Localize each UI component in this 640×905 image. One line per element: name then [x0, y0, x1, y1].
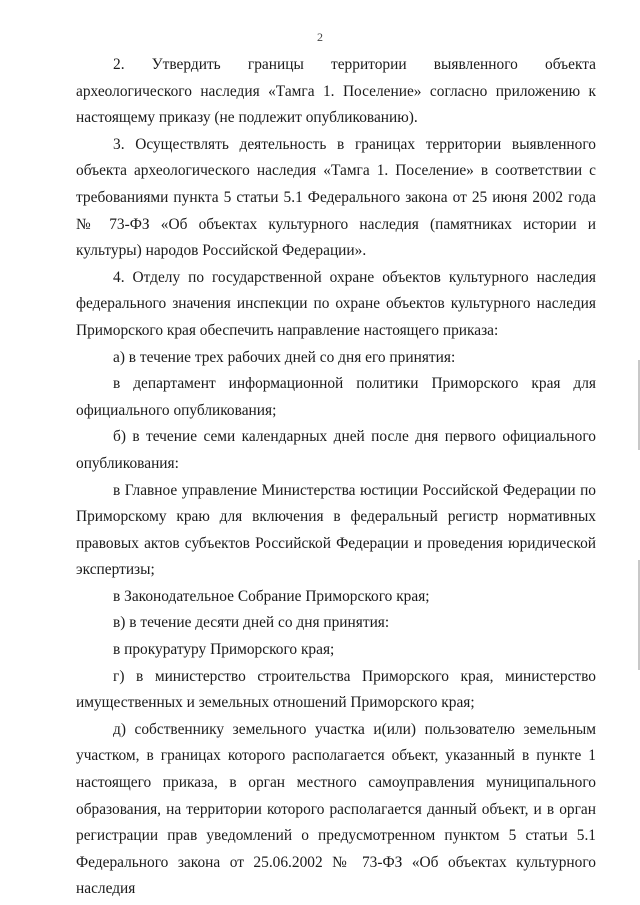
paragraph-recipient-info-policy: в департамент информационной политики Приморского края для официального опубликования;	[76, 375, 596, 419]
paragraph-item-4: 4. Отделу по государственной охране объектов культурного наследия федерального значения инспекции по охране объектов культурного наследия Приморского края обеспечить направление настоящего приказа:	[76, 268, 596, 339]
paragraph-recipient-assembly: в Законодательное Собрание Приморского края;	[113, 587, 430, 605]
paragraph-subitem-g: г) в министерство строительства Приморского края, министерство имущественных и земельных отношений Приморского края;	[76, 667, 596, 712]
paragraph-subitem-a: а) в течение трех рабочих дней со дня его принятия:	[113, 348, 456, 366]
paragraph-subitem-b: б) в течение семи календарных дней после дня первого официального опубликования:	[76, 428, 596, 472]
page-number: 2	[317, 30, 323, 44]
paragraph-subitem-v: в) в течение десяти дней со дня принятия:	[113, 614, 390, 632]
paragraph-item-3: 3. Осуществлять деятельность в границах территории выявленного объекта археологического наследия «Тамга 1. Поселение» в соответствии с требованиями пункта 5 статьи 5.1 Федерального закона от 25 июня 2002 года № 73-ФЗ «Об объектах культурного наследия (памятниках истории и культуры) народов Российской Федерации».	[76, 135, 596, 260]
paragraph-item-2: 2. Утвердить границы территории выявленного объекта археологического наследия «Тамга 1. Поселение» согласно приложению к настоящему приказу (не подлежит опубликованию).	[76, 56, 596, 127]
paragraph-recipient-prosecutor: в прокуратуру Приморского края;	[113, 641, 335, 659]
paragraph-subitem-d: д) собственнику земельного участка и(или) пользователю земельным участком, в границах которого располагается объект, указанный в пункте 1 настоящего приказа, в орган местного самоуправления муниципального образования, на территории которого располагается данный объект, и в орган регистрации прав уведомлений о предусмотренном пунктом 5 статьи 5.1 Федерального закона от 25.06.2002 № 73-ФЗ «Об объектах культурного наследия	[76, 720, 596, 898]
paragraph-recipient-justice: в Главное управление Министерства юстиции Российской Федерации по Приморскому краю для включения в федеральный регистр нормативных правовых актов субъектов Российской Федерации и проведения юридической экспертизы;	[76, 481, 596, 579]
document-body	[76, 52, 596, 903]
